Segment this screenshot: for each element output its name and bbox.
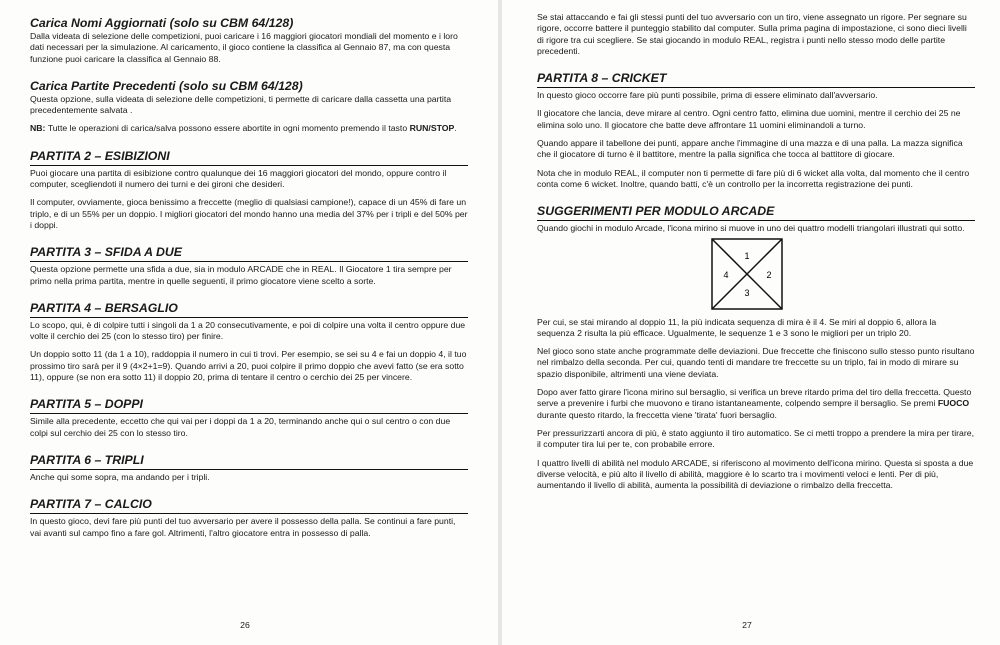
paragraph-partita-5: Simile alla precedente, eccetto che qui vai per i doppi da 1 a 20, terminando anche qui o sul centro o con due colpi sul cerchio dei 25 con lo stesso tiro. [30, 416, 451, 438]
paragraph-carica-partite: Questa opzione, sulla videata di selezione delle competizioni, ti permette di caricare dalla cassetta una partita precedentemente salvata . [30, 93, 452, 116]
fire-key-label: FUOCO [937, 398, 970, 409]
note-label: NB: [30, 123, 46, 134]
paragraph-partita-3: Questa opzione permette una sfida a due, sia in modulo ARCADE che in REAL. Il Giocatore 1 tira sempre per primo nella prima partita, mentre in quelle seguenti, il primo giocatore viene scelto a sorte. [30, 264, 452, 286]
pattern-label-3: 3 [744, 287, 750, 298]
paragraph-partita-8-d: Nota che in modulo REAL, il computer non ti permette di fare più di 6 wicket alla volta, dal momento che il centro conta come 6 wicket. Inoltre, quando batti, c'è un controllo per la incorretta registrazione dei punti. [537, 167, 970, 189]
left-column [30, 16, 468, 539]
paragraph-arcade-e: Per pressurizzarti ancora di più, è stato aggiunto il tiro automatico. Se ci metti troppo a prendere la mira per tirare, il computer tira lui per te, con probabile errore. [537, 427, 974, 450]
paragraph-partita-2-a: Puoi giocare una partita di esibizione contro qualunque dei 16 maggiori giocatori del mondo, oppure contro il computer, scegliendoti il numero dei turni e dei gironi che desideri. [30, 167, 447, 190]
paragraph-arcade-a: Quando giochi in modulo Arcade, l'icona mirino si muove in uno dei quattro modelli triangolari illustrati qui sotto. [537, 223, 965, 234]
heading-arcade: SUGGERIMENTI PER MODULO ARCADE [537, 204, 975, 221]
heading-partita-2: PARTITA 2 – ESIBIZIONI [30, 149, 468, 166]
note-text: Tutte le operazioni di carica/salva possono essere abortite in ogni momento premendo il tasto [45, 123, 410, 134]
aiming-patterns-diagram [711, 238, 783, 310]
paragraph-carica-nomi: Dalla videata di selezione delle competizioni, puoi caricare i 16 maggiori giocatori mondiali del momento e i loro dati necessari per la simulazione. Al caricamento, il gioco contiene la classifica al Gennaio 87, ma con questa funzione puoi caricare la classifica al Gennaio 88. [30, 31, 458, 64]
right-column [537, 12, 975, 491]
paragraph-partita-8-b: Il giocatore che lancia, deve mirare al centro. Ogni centro fatto, elimina due uomini, mentre il cerchio dei 25 ne elimina solo uno. Il giocatore che batte deve affrontare 11 uomini eliminandoli a turno. [537, 108, 961, 130]
paragraph-partita-4-b: Un doppio sotto 11 (da 1 a 10), raddoppia il numero in cui ti trovi. Per esempio, se sei su 4 e fai un doppio 4, il tuo prossimo tiro sarà per il 9 (4×2+1=9). Quando arrivi a 20, puoi colpire il primo doppio che avevi fatto (se era sotto 11), oppure (se non era sotto 11) il doppio 20, prima di tentare il centro o cerchio dei 25 per vincere. [30, 349, 467, 383]
paragraph-arcade-f: I quattro livelli di abilità nel modulo ARCADE, si riferiscono al movimento dell'icona mirino. Questa si sposta a due diverse velocità, e più alto il livello di abilità, maggiore è lo scarto tra i movimenti veloci e lenti. Per di più, aumentando il livello di abilità, aumenta la possibilità di deviazione o rimbalzo della freccetta. [537, 457, 974, 491]
pattern-label-2: 2 [766, 269, 772, 280]
paragraph-arcade-d-end: durante questo ritardo, la freccetta viene 'tirata' fuori bersaglio. [537, 409, 777, 420]
page-number-right: 27 [742, 620, 752, 630]
heading-carica-nomi: Carica Nomi Aggiornati (solo su CBM 64/128) [30, 16, 294, 30]
heading-partita-5: PARTITA 5 – DOPPI [30, 397, 468, 414]
heading-partita-6: PARTITA 6 – TRIPLI [30, 453, 468, 470]
paragraph-partita-4-a: Lo scopo, qui, è di colpire tutti i singoli da 1 a 20 consecutivamente, e poi di colpire una volta il centro oppure due volte il cerchio dei 25 (con lo stesso tiro) per finire. [30, 319, 466, 342]
pattern-label-4: 4 [723, 269, 729, 280]
heading-partita-8: PARTITA 8 – CRICKET [537, 71, 975, 88]
paragraph-partita-8-a: In questo gioco occorre fare più punti possibile, prima di essere eliminato dall'avversario. [537, 90, 878, 101]
heading-partita-3: PARTITA 3 – SFIDA A DUE [30, 245, 468, 262]
heading-partita-7: PARTITA 7 – CALCIO [30, 497, 468, 514]
note-end: . [454, 123, 457, 134]
note-key: RUN/STOP [409, 123, 455, 134]
right-page [502, 0, 1000, 645]
paragraph-rigore: Se stai attaccando e fai gli stessi punti del tuo avversario con un tiro, viene assegnato un rigore. Per segnare su rigore, occorre battere il punteggio stabilito dal computer. Sulla prima pagina di impostazione, ci sono dieci livelli di rigore tra cui scegliere. Se stai giocando in modulo REAL, registra i punti nello stesso modo delle partite precedenti. [537, 12, 967, 56]
paragraph-arcade-b: Per cui, se stai mirando al doppio 11, la più indicata sequenza di mira è il 4. Se miri al doppio 6, allora la sequenza 2 risulta la più efficace. Ugualmente, le sequenze 1 e 3 sono le migliori per un triplo 20. [537, 316, 937, 338]
page-number-left: 26 [240, 620, 250, 630]
note-paragraph [30, 123, 468, 134]
heading-partita-4: PARTITA 4 – BERSAGLIO [30, 301, 468, 318]
paragraph-arcade-d-start: Dopo aver fatto girare l'icona mirino sul bersaglio, si verifica un breve ritardo prima del tiro della freccetta. Questo serve a prevenire i furbi che muovono e tirano istantaneamente, colpendo sempre il bersaglio. Se premi [537, 387, 972, 409]
paragraph-arcade-d [537, 387, 975, 421]
pattern-label-1: 1 [744, 250, 750, 261]
paragraph-partita-8-c: Quando appare il tabellone dei punti, appare anche l'immagine di una mazza e di una palla. La mazza significa che il giocatore di turno è il battitore, mentre la palla significa che tocca al battitore di giocare. [537, 138, 963, 160]
paragraph-partita-7: In questo gioco, devi fare più punti del tuo avversario per avere il possesso della palla. Se continui a fare punti, vai avanti sul campo fino a fare gol. Altrimenti, l'altro giocatore entra in possesso di palla. [30, 516, 456, 538]
left-page [0, 0, 498, 645]
heading-carica-partite: Carica Partite Precedenti (solo su CBM 64/128) [30, 78, 303, 93]
paragraph-partita-6: Anche qui some sopra, ma andando per i tripli. [30, 471, 210, 482]
paragraph-arcade-c: Nel gioco sono state anche programmate delle deviazioni. Due freccette che finiscono sullo stesso punto risultano nel rimbalzo della seconda. Per cui, quando tenti di mandare tre freccette su un triplo, fai in modo di mirare su spazio disponibile, altrimenti una viene deviata. [537, 346, 975, 379]
paragraph-partita-2-b: Il computer, ovviamente, gioca benissimo a freccette (meglio di qualsiasi campione!), capace di un 45% di fare un triplo, e di un 55% per un doppio. I migliori giocatori del mondo hanno una media del 37% per i tripli e del 50% per i doppi. [30, 197, 468, 230]
